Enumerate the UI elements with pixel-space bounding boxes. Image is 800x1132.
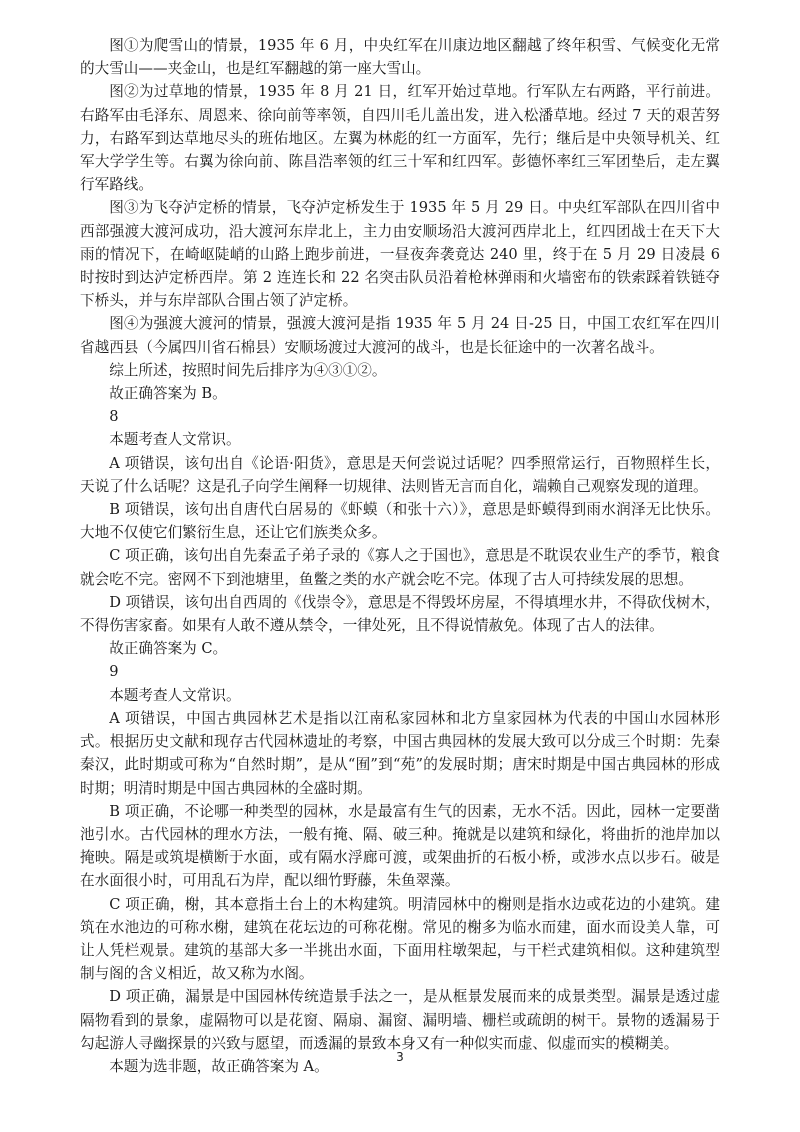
page-number: 3 xyxy=(396,1050,404,1064)
paragraph: 本题考查人文常识。 xyxy=(109,686,241,704)
paragraph: A 项错误，该句出自《论语·阳货》，意思是天何尝说过话呢？四季照常运行，百物照样生长，天说了什么话呢？这是孔子向学生阐释一切规律、法则皆无言而自化，端赖自己观察发现的道理。 xyxy=(80,454,720,495)
paragraph: 图②为过草地的情景，1935 年 8 月 21 日，红军开始过草地。行军队左右两路，平行前进。右路军由毛泽东、周恩来、徐向前等率领，自四川毛儿盖出发，进入松潘草地。经过 7 天的艰苦努力，右路军到达草地尽头的班佑地区。左翼为林彪的红一方面军，先行；继后是中央领导机关、红军大学学生等。右翼为徐向前、陈昌浩率领的红三十军和红四军。彭德怀率红三军团垫后，走左翼行军路线。 xyxy=(80,83,720,194)
paragraph: A 项错误，中国古典园林艺术是指以江南私家园林和北方皇家园林为代表的中国山水园林形式。根据历史文献和现存古代园林遗址的考察，中国古典园林的发展大致可以分成三个时期：先秦秦汉，此时期或可称为“自然时期”，是从“囿”到“苑”的发展时期；唐宋时期是中国古典园林的形成时期；明清时期是中国古典园林的全盛时期。 xyxy=(80,709,720,797)
paragraph: 图④为强渡大渡河的情景，强渡大渡河是指 1935 年 5 月 24 日-25 日，中国工农红军在四川省越西县（今属四川省石棉县）安顺场渡过大渡河的战斗，也是长征途中的一次著名战斗。 xyxy=(80,315,720,356)
document-body xyxy=(80,34,720,1078)
paragraph: B 项错误，该句出自唐代白居易的《虾蟆（和张十六）》，意思是虾蟆得到雨水润泽无比快乐。大地不仅使它们繁衍生息，还让它们族类众多。 xyxy=(80,501,720,542)
paragraph: 故正确答案为 B。 xyxy=(109,385,227,403)
paragraph: 图①为爬雪山的情景，1935 年 6 月，中央红军在川康边地区翻越了终年积雪、气候变化无常的大雪山——夹金山，也是红军翻越的第一座大雪山。 xyxy=(80,37,720,78)
paragraph: D 项正确，漏景是中国园林传统造景手法之一，是从框景发展而来的成景类型。漏景是透过虚隔物看到的景象，虚隔物可以是花窗、隔扇、漏窗、漏明墙、栅栏或疏朗的树干。景物的透漏易于勾起游人寻幽探景的兴致与愿望，而透漏的景致本身又有一种似实而虚、似虚而实的模糊美。 xyxy=(80,988,720,1052)
question-number: 8 xyxy=(109,408,119,426)
paragraph: 本题考查人文常识。 xyxy=(109,431,241,449)
paragraph: C 项正确，榭，其本意指土台上的木构建筑。明清园林中的榭则是指水边或花边的小建筑。建筑在水池边的可称水榭，建筑在花坛边的可称花榭。常见的榭多为临水而建，面水而设美人靠，可让人凭栏观景。建筑的基部大多一半挑出水面，下面用柱墩架起，与干栏式建筑相似。这种建筑型制与阁的含义相近，故又称为水阁。 xyxy=(80,895,720,983)
paragraph: 图③为飞夺泸定桥的情景，飞夺泸定桥发生于 1935 年 5 月 29 日。中央红军部队在四川省中西部强渡大渡河成功，沿大渡河东岸北上，主力由安顺场沿大渡河西岸北上，红四团战士在天下大雨的情况下，在崎岖陡峭的山路上跑步前进，一昼夜奔袭竟达 240 里，终于在 5 月 29 日凌晨 6 时按时到达泸定桥西岸。第 2 连连长和 22 名突击队员沿着枪林弹雨和火墙密布的铁索踩着铁链夺下桥头，并与东岸部队合围占领了泸定桥。 xyxy=(80,199,720,310)
paragraph: D 项错误，该句出自西周的《伐崇令》，意思是不得毁坏房屋，不得填埋水井，不得砍伐树木，不得伤害家畜。如果有人敢不遵从禁令，一律处死，且不得说情赦免。体现了古人的法律。 xyxy=(80,593,720,635)
question-number: 9 xyxy=(109,663,119,681)
paragraph: B 项正确，不论哪一种类型的园林，水是最富有生气的因素，无水不活。因此，园林一定要凿池引水。古代园林的理水方法，一般有掩、隔、破三种。掩就是以建筑和绿化，将曲折的池岸加以掩映。隔是或筑堤横断于水面，或有隔水浮廊可渡，或架曲折的石板小桥，或涉水点以步石。破是在水面很小时，可用乱石为岸，配以细竹野藤，朱鱼翠藻。 xyxy=(80,802,720,890)
paragraph: 本题为选非题，故正确答案为 A。 xyxy=(109,1057,329,1075)
paragraph: 综上所述，按照时间先后排序为④③①②。 xyxy=(109,361,387,379)
paragraph: C 项正确，该句出自先秦孟子弟子录的《寡人之于国也》，意思是不耽误农业生产的季节，粮食就会吃不完。密网不下到池塘里，鱼鳖之类的水产就会吃不完。体现了古人可持续发展的思想。 xyxy=(80,547,720,588)
paragraph: 故正确答案为 C。 xyxy=(109,640,228,658)
